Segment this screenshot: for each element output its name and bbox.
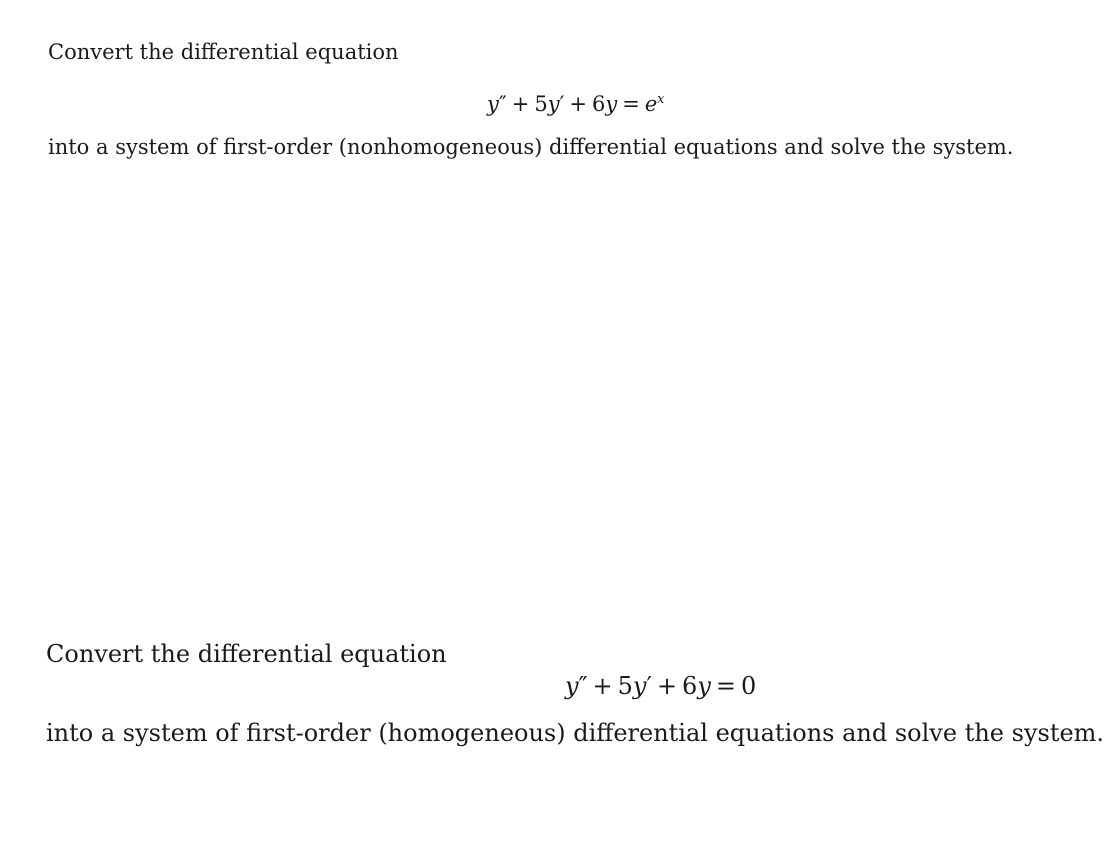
eq2-rhs-zero: 0 (741, 672, 757, 700)
problem-2-outro: into a system of first-order (homogeneous) differential equations and solve the system. (46, 719, 1104, 747)
eq1-double-prime: ″ (498, 92, 507, 116)
eq1-term-y-3: y (605, 92, 618, 116)
eq1-single-prime: ′ (559, 92, 565, 116)
eq2-plus-1: + (592, 672, 613, 700)
problem-1-intro: Convert the differential equation (48, 40, 399, 64)
eq2-double-prime: ″ (578, 672, 588, 700)
eq1-rhs-e: e (644, 92, 658, 116)
eq1-equals: = (622, 92, 640, 116)
eq2-plus-2: + (656, 672, 678, 700)
eq2-coef-5: 5 (617, 672, 633, 700)
eq2-term-y: y (565, 672, 579, 700)
problem-2-equation (565, 672, 756, 700)
eq1-term-y-2: y (547, 92, 560, 116)
eq1-coef-5: 5 (534, 92, 548, 116)
eq1-plus-1: + (511, 92, 530, 116)
problem-1-equation (487, 92, 664, 116)
eq2-equals: = (715, 672, 736, 700)
eq2-coef-6: 6 (682, 672, 698, 700)
eq1-plus-2: + (569, 92, 587, 116)
problem-2-intro: Convert the differential equation (46, 640, 447, 668)
problem-1-outro: into a system of first-order (nonhomogeneous) differential equations and solve the system. (48, 135, 1014, 159)
eq1-coef-6: 6 (591, 92, 606, 116)
eq2-term-y-3: y (697, 672, 711, 700)
eq1-rhs-exponent: x (657, 90, 665, 106)
eq2-term-y-2: y (632, 672, 647, 700)
eq2-single-prime: ′ (646, 672, 652, 700)
eq1-term-y: y (487, 92, 499, 116)
